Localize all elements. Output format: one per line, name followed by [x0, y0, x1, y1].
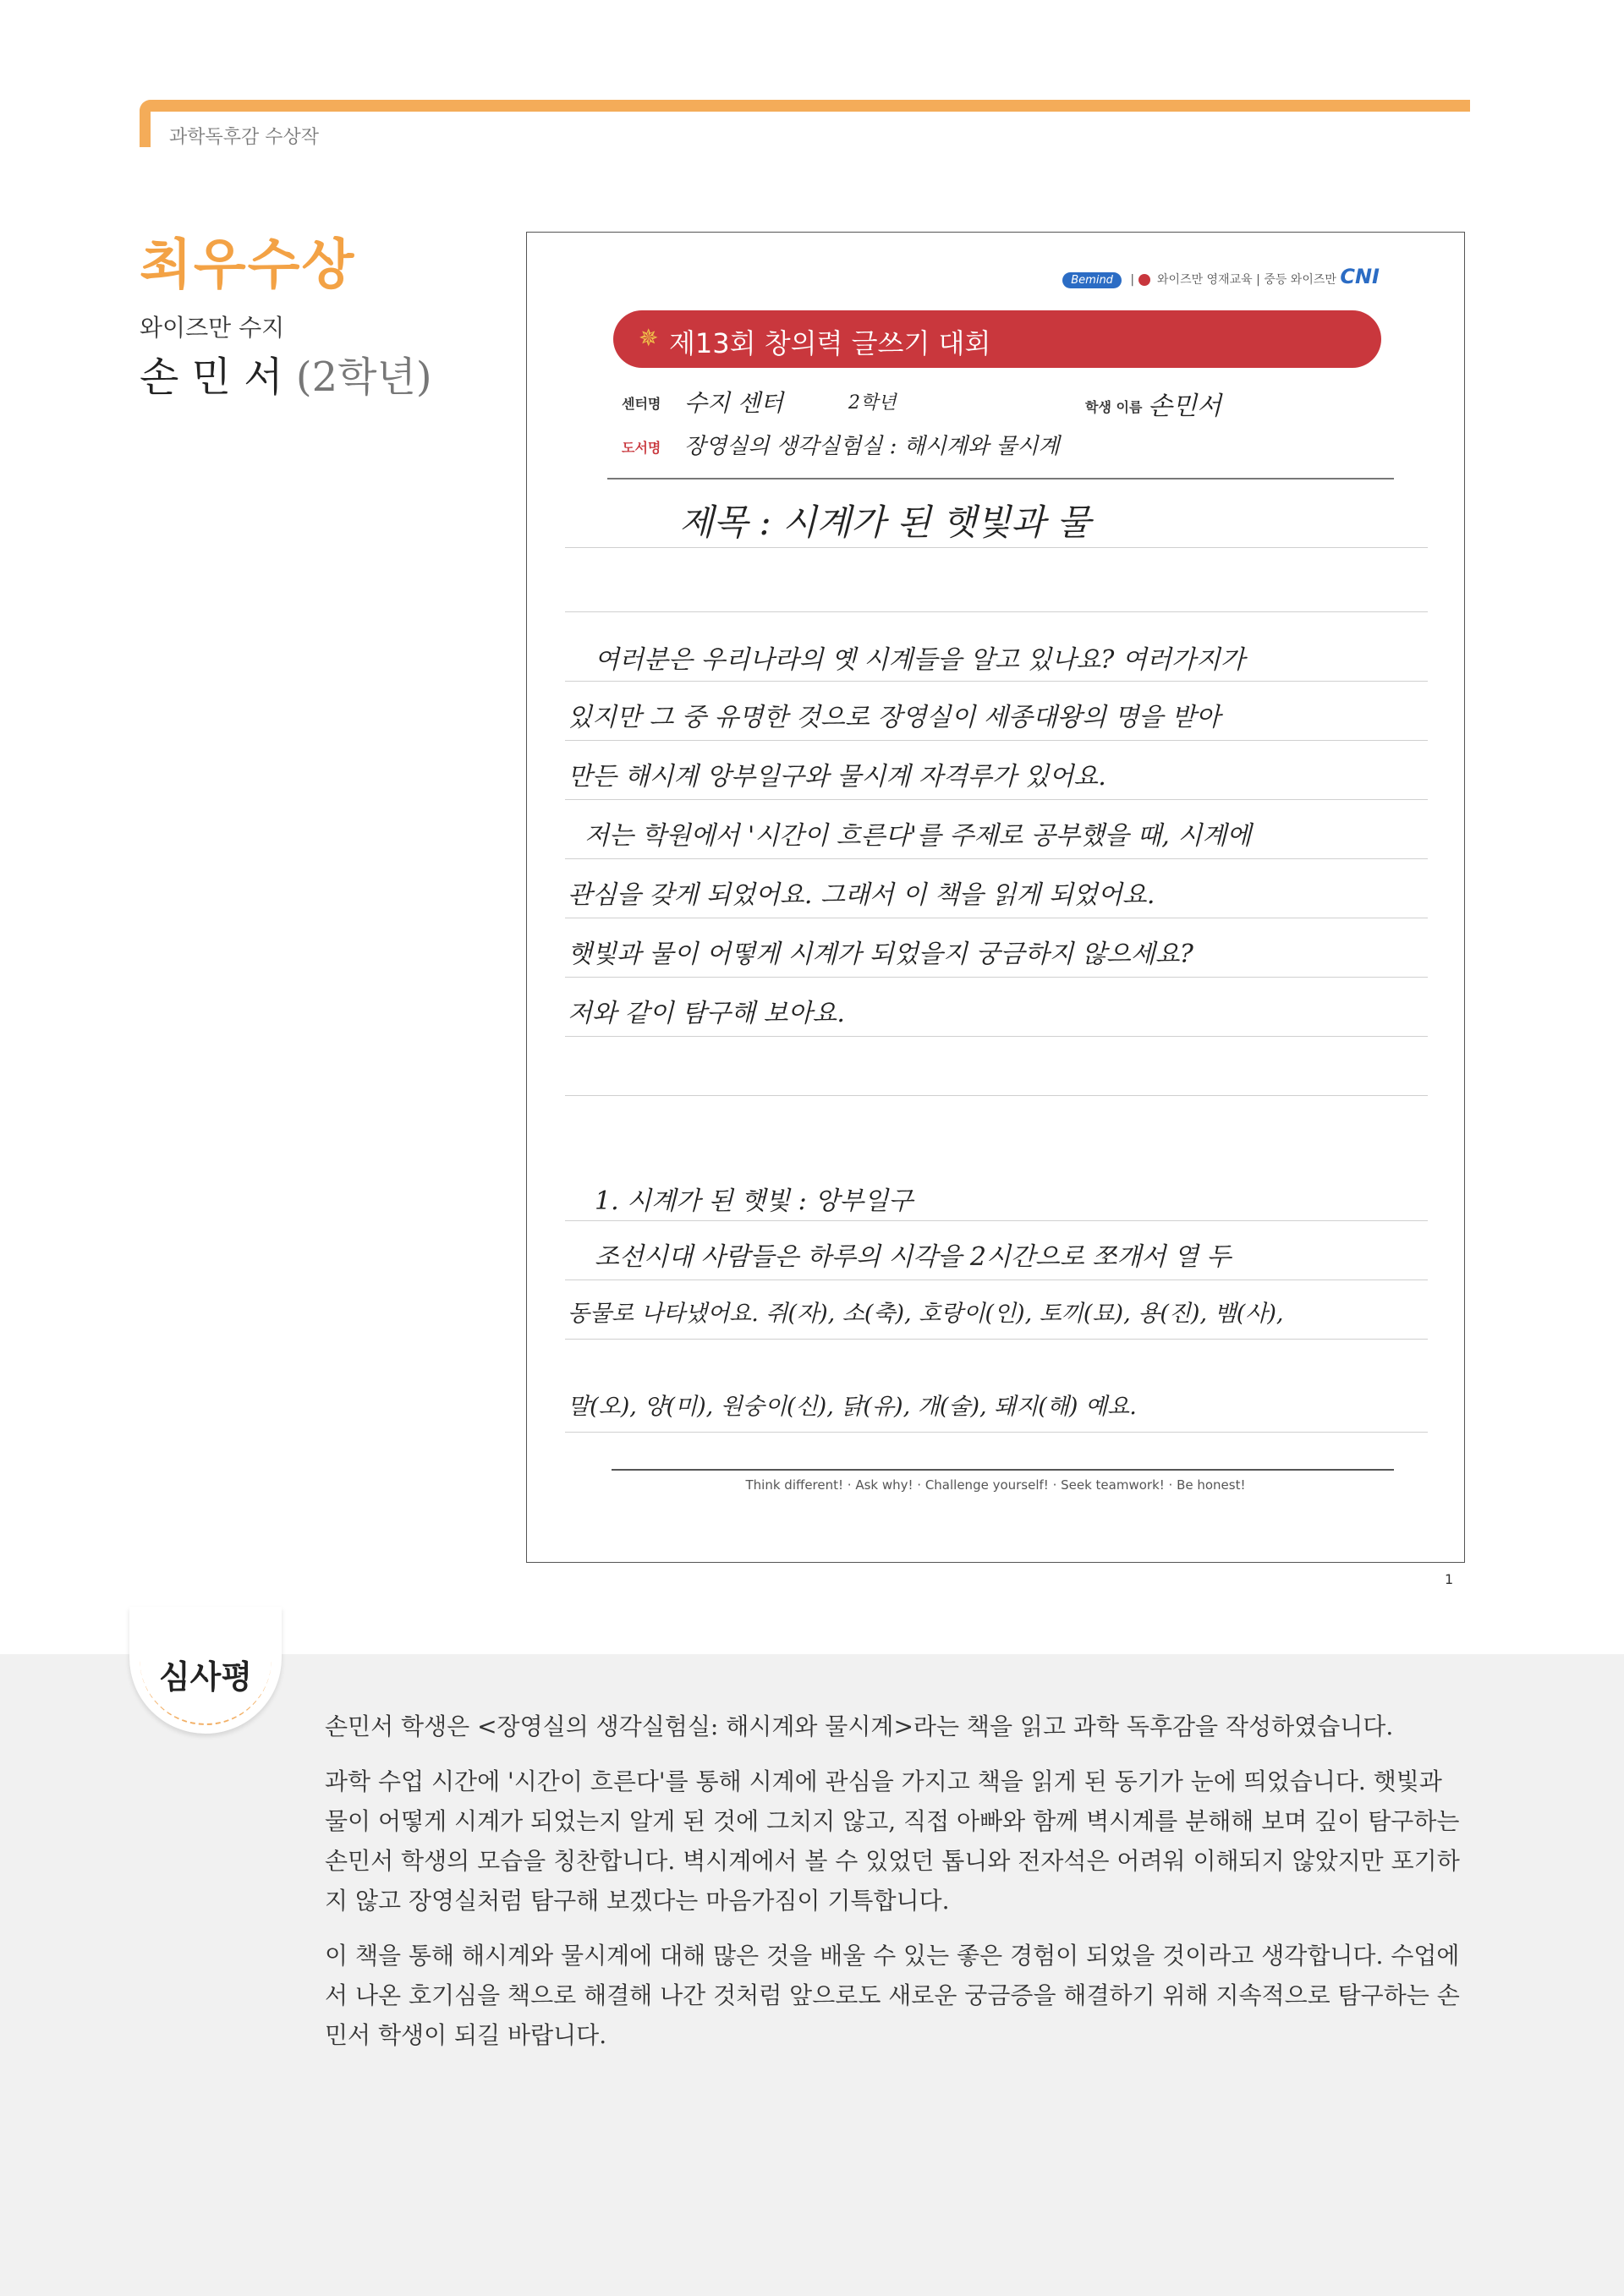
student-value: 손민서 — [1148, 392, 1221, 421]
center-value: 수지 센터 — [684, 389, 784, 417]
essay-line-4: 저는 학원에서 '시간이 흐른다'를 주제로 공부했을 때, 시계에 — [584, 821, 1252, 851]
essay-line-3: 만든 해시계 앙부일구와 물시계 자격루가 있어요. — [568, 762, 1106, 792]
header-accent-stub — [140, 100, 151, 147]
award-title: 최우수상 — [140, 234, 356, 297]
review-paragraph-2: 과학 수업 시간에 '시간이 흐른다'를 통해 시계에 관심을 가지고 책을 읽게 된 동기가 눈에 띄었습니다. 햇빛과 물이 어떻게 시계가 되었는지 알게 된 것에 그치지 않고, 직접 아빠와 함께 벽시계를 분해해 보며 깊이 탐구하는 손민서 학생의 모습을 칭찬합니다. 벽시계에서 볼 수 있었던 톱니와 전자석은 어려워 이해되지 않았지만 포기하지 않고 장영실처럼 탐구해 보겠다는 마음가짐이 기특합니다. — [325, 1767, 1460, 1915]
wiseman-logo-text: 와이즈만 영재교육 — [1157, 273, 1253, 287]
student-label: 학생 이름 — [1085, 399, 1143, 415]
header-divider — [607, 478, 1394, 479]
essay-line-6: 햇빛과 물이 어떻게 시계가 되었을지 궁금하지 않으세요? — [568, 940, 1193, 969]
motto: Think different! · Ask why! · Challenge yourself! · Seek teamwork! · Be honest! — [745, 1477, 1246, 1493]
section-line-3: 말(오), 양(미), 원숭이(신), 닭(유), 개(술), 돼지(해) 예요. — [568, 1394, 1137, 1420]
student-name — [140, 344, 432, 403]
review-paragraph-1: 손민서 학생은 <장영실의 생각실험실: 해시계와 물시계>라는 책을 읽고 과학 독후감을 작성하였습니다. — [325, 1712, 1394, 1740]
bemind-logo: Bemind — [1062, 272, 1122, 288]
essay-line-1: 여러분은 우리나라의 옛 시계들을 알고 있나요? 여러가지가 — [595, 645, 1245, 675]
center-label: 센터명 — [622, 396, 661, 412]
review-paragraph-3: 이 책을 통해 해시계와 물시계에 대해 많은 것을 배울 수 있는 좋은 경험이 되었을 것이라고 생각합니다. 수업에서 나온 호기심을 책으로 해결해 나간 것처럼 앞으로도 새로운 궁금증을 해결하기 위해 지속적으로 탐구하는 손민서 학생이 되길 바랍니다. — [325, 1942, 1460, 2049]
essay-title: 제목 : 시계가 된 햇빛과 물 — [679, 501, 1091, 543]
student-name-text: 손 민 서 — [140, 353, 283, 401]
section-line-1: 조선시대 사람들은 하루의 시각을 2시간으로 쪼개서 열 두 — [595, 1242, 1232, 1272]
essay-line-2: 있지만 그 중 유명한 것으로 장영실이 세종대왕의 명을 받아 — [568, 703, 1221, 732]
book-label: 도서명 — [622, 440, 661, 456]
essay-line-5: 관심을 갖게 되었어요. 그래서 이 책을 읽게 되었어요. — [568, 880, 1155, 910]
star-icon: ✵ — [639, 324, 659, 352]
grade-value: 2학년 — [848, 392, 897, 414]
contest-banner — [613, 310, 1381, 368]
section-heading: 1. 시계가 된 햇빛 : 앙부일구 — [595, 1186, 914, 1216]
student-grade: (2학년) — [295, 353, 432, 401]
page-number: 1 — [1445, 1571, 1454, 1587]
header-label: 과학독후감 수상작 — [169, 127, 320, 148]
section-line-2: 동물로 나타냈어요. 쥐(자), 소(축), 호랑이(인), 토끼(묘), 용(진), 뱀(사), — [568, 1301, 1284, 1327]
wiseman-logo-icon — [1138, 274, 1150, 286]
footer-divider — [612, 1469, 1394, 1471]
contest-title: 제13회 창의력 글쓰기 대회 — [669, 327, 991, 359]
sponsor-logos: Bemind | 와이즈만 영재교육 | 중등 와이즈만 CNI — [1062, 265, 1380, 288]
center-name: 와이즈만 수지 — [140, 314, 285, 342]
review-title: 심사평 — [158, 1658, 253, 1696]
cni-logo: CNI — [1340, 265, 1380, 288]
essay-line-7: 저와 같이 탐구해 보아요. — [568, 999, 845, 1028]
essay-scan — [526, 232, 1465, 1563]
review-text — [325, 1707, 1468, 2070]
book-value: 장영실의 생각실험실 : 해시계와 물시계 — [684, 434, 1060, 459]
middle-logo-text: 중등 와이즈만 — [1264, 273, 1336, 287]
header-accent-bar — [140, 100, 1470, 112]
